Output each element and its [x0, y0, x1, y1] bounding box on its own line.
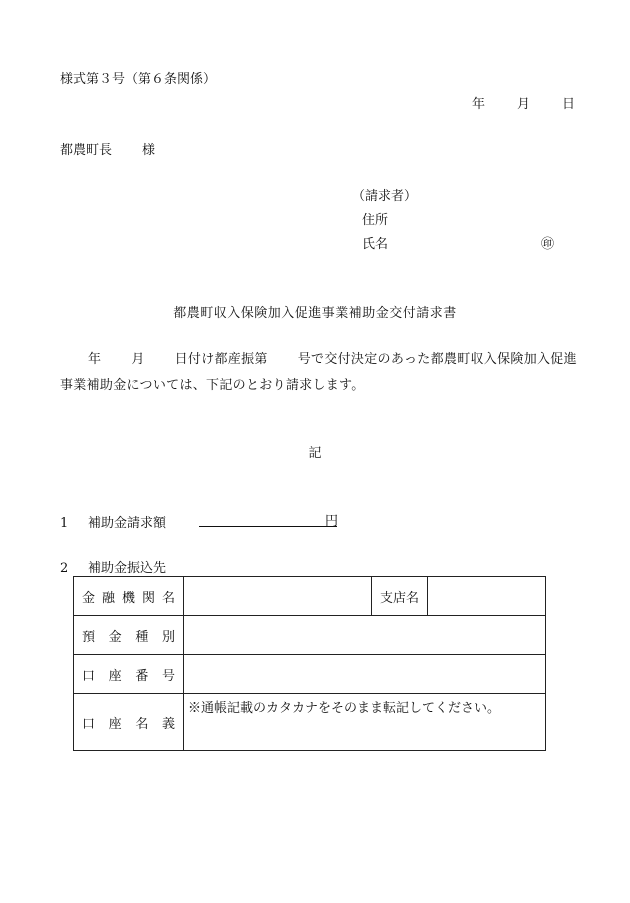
addressee-title: 都農町長	[60, 143, 113, 158]
date-line	[472, 93, 575, 112]
table-row	[74, 655, 546, 694]
ki-heading: 記	[308, 446, 322, 461]
body-rest: 号で交付決定のあった都農町収入保険加入促進事業補助金については、下記のとおり請求します。	[60, 352, 577, 393]
yen-unit: 円	[325, 514, 339, 529]
table-row	[74, 577, 546, 616]
requester-label: （請求者）	[352, 189, 418, 204]
item-1-label: 補助金請求額	[88, 516, 167, 531]
addressee-honorific: 様	[142, 143, 156, 158]
financial-institution-label: 金融機関名	[74, 577, 184, 616]
date-year-label: 年	[472, 97, 486, 112]
seal-mark: ㊞	[541, 237, 555, 252]
address-label: 住所	[362, 213, 389, 228]
table-row	[74, 616, 546, 655]
deposit-type-field[interactable]	[184, 616, 546, 655]
bank-info-table	[73, 576, 546, 751]
table-row	[74, 694, 546, 751]
item-2-number: 2	[60, 561, 69, 576]
branch-name-label: 支店名	[372, 577, 428, 616]
body-paragraph	[60, 347, 580, 399]
addressee	[60, 139, 155, 158]
item-2	[60, 557, 166, 576]
account-number-field[interactable]	[184, 655, 546, 694]
document-title: 都農町収入保険加入促進事業補助金交付請求書	[173, 306, 457, 321]
account-name-label: 口座名義	[74, 694, 184, 751]
date-day-label: 日	[562, 97, 576, 112]
item-2-label: 補助金振込先	[88, 561, 167, 576]
account-name-field[interactable]: ※通帳記載のカタカナをそのまま転記してください。	[184, 694, 546, 751]
financial-institution-field[interactable]	[184, 577, 372, 616]
body-month: 月	[131, 352, 145, 367]
branch-name-field[interactable]	[428, 577, 546, 616]
item-1	[60, 512, 166, 531]
item-1-number: 1	[60, 516, 69, 531]
deposit-type-label: 預金種別	[74, 616, 184, 655]
amount-input-line[interactable]	[199, 510, 337, 527]
account-number-label: 口座番号	[74, 655, 184, 694]
date-month-label: 月	[517, 97, 531, 112]
name-label: 氏名	[362, 237, 389, 252]
body-mid: 日付け都産振第	[174, 352, 268, 367]
body-year: 年	[88, 352, 102, 367]
form-number: 様式第３号（第６条関係）	[60, 72, 217, 87]
